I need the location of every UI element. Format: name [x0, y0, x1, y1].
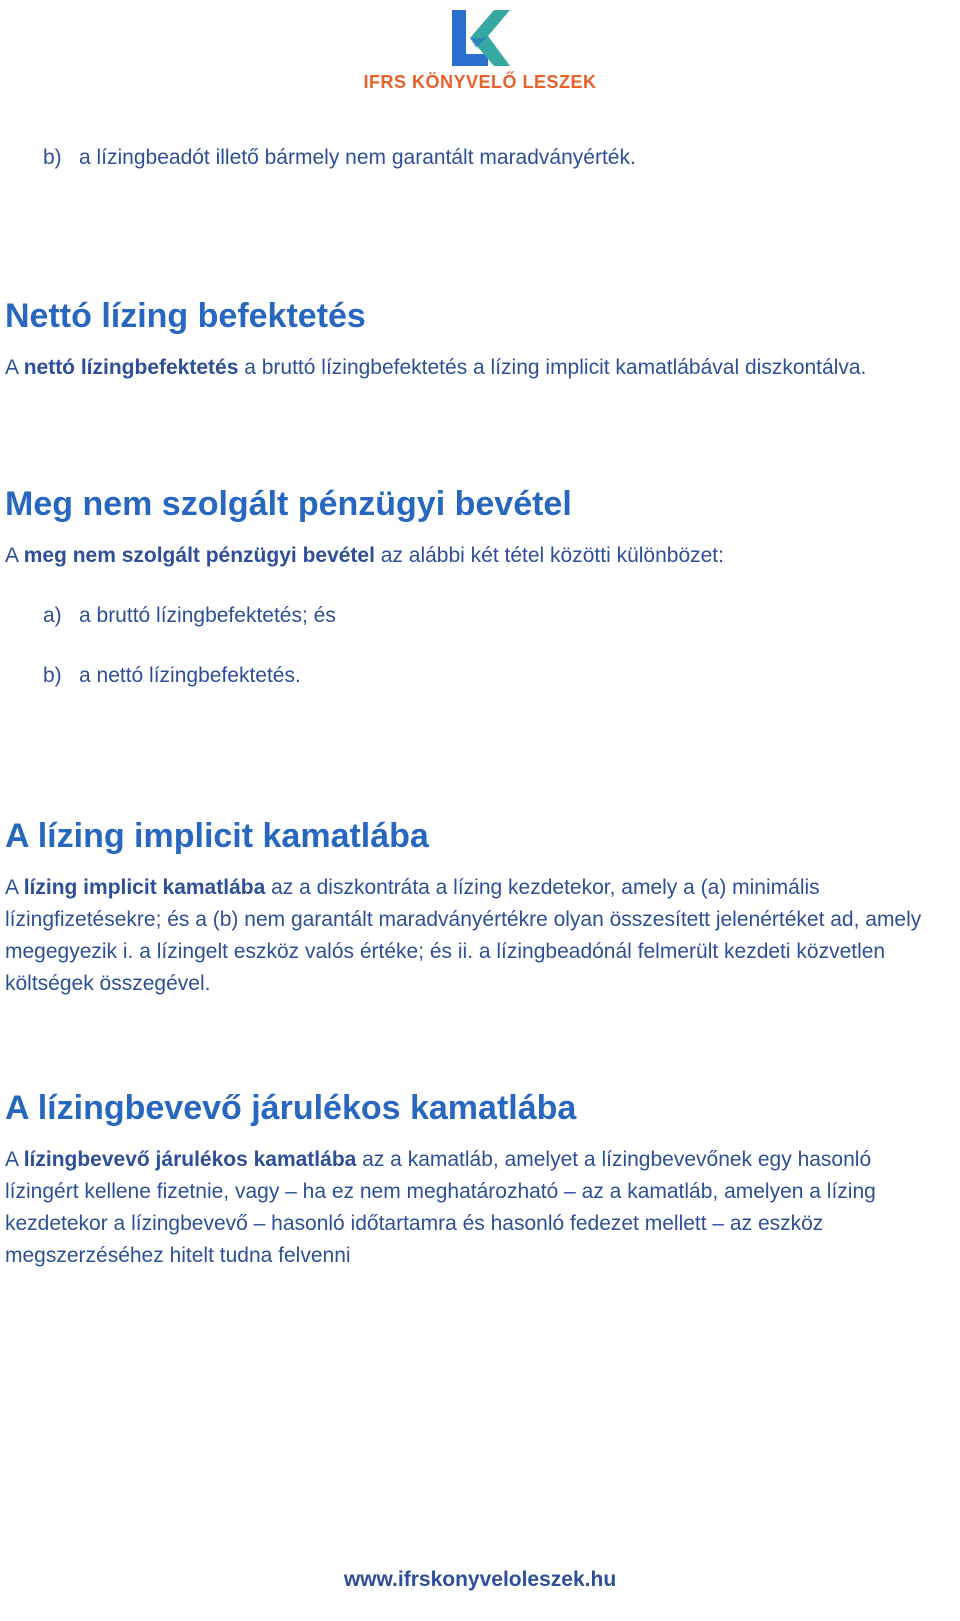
lk-logo-icon: [448, 8, 512, 68]
defined-term: lízingbevevő járulékos kamatlába: [23, 1148, 357, 1171]
defined-term: meg nem szolgált pénzügyi bevétel: [23, 544, 375, 567]
list-item: [43, 660, 935, 692]
list-marker: a): [43, 604, 62, 627]
defined-term: lízing implicit kamatlába: [23, 876, 266, 899]
section-paragraph: A lízing implicit kamatlába az a diszkontráta a lízing kezdetekor, amely a (a) minimális lízingfizetésekre; és a (b) nem garantált maradványértékre olyan összesített jelenértéket ad, amely megegyezik i. a lízingelt eszköz valós értéke; és ii. a lízingbeadónál felmerült kezdeti közvetlen költségek összegével.: [5, 876, 922, 995]
list-item-text: a nettó lízingbefektetés.: [79, 664, 301, 687]
footer-url: www.ifrskonyveloleszek.hu: [343, 1568, 617, 1591]
section-title: Meg nem szolgált pénzügyi bevétel: [5, 485, 572, 523]
list-item-text: a bruttó lízingbefektetés; és: [79, 604, 336, 627]
section-paragraph: A meg nem szolgált pénzügyi bevétel az alábbi két tétel közötti különbözet:: [5, 544, 724, 567]
section-title: A lízingbevevő járulékos kamatlába: [5, 1089, 577, 1127]
list-item: [43, 142, 935, 174]
header-logo: [0, 8, 960, 93]
logo-text: IFRS KÖNYVELŐ LESZEK: [363, 72, 597, 92]
list-marker: b): [43, 146, 62, 169]
section-title: A lízing implicit kamatlába: [5, 817, 429, 855]
defined-term: nettó lízingbefektetés: [23, 356, 239, 379]
section-title: Nettó lízing befektetés: [5, 297, 366, 335]
section-paragraph: A nettó lízingbefektetés a bruttó lízingbefektetés a lízing implicit kamatlábával diszkontálva.: [5, 356, 867, 379]
document-body: [5, 142, 935, 1272]
list-item: [43, 600, 935, 632]
section-paragraph: A lízingbevevő járulékos kamatlába az a kamatláb, amelyet a lízingbevevőnek egy hasonló lízingért kellene fizetnie, vagy – ha ez nem meghatározható – az a kamatláb, amelyen a lízing kezdetekor a lízingbevevő – hasonló időtartamra és hasonló fedezet mellett – az eszköz megszerzéséhez hitelt tudna felvenni: [5, 1148, 876, 1267]
list-item-text: a lízingbeadót illető bármely nem garantált maradványérték.: [79, 146, 636, 169]
list-marker: b): [43, 664, 62, 687]
